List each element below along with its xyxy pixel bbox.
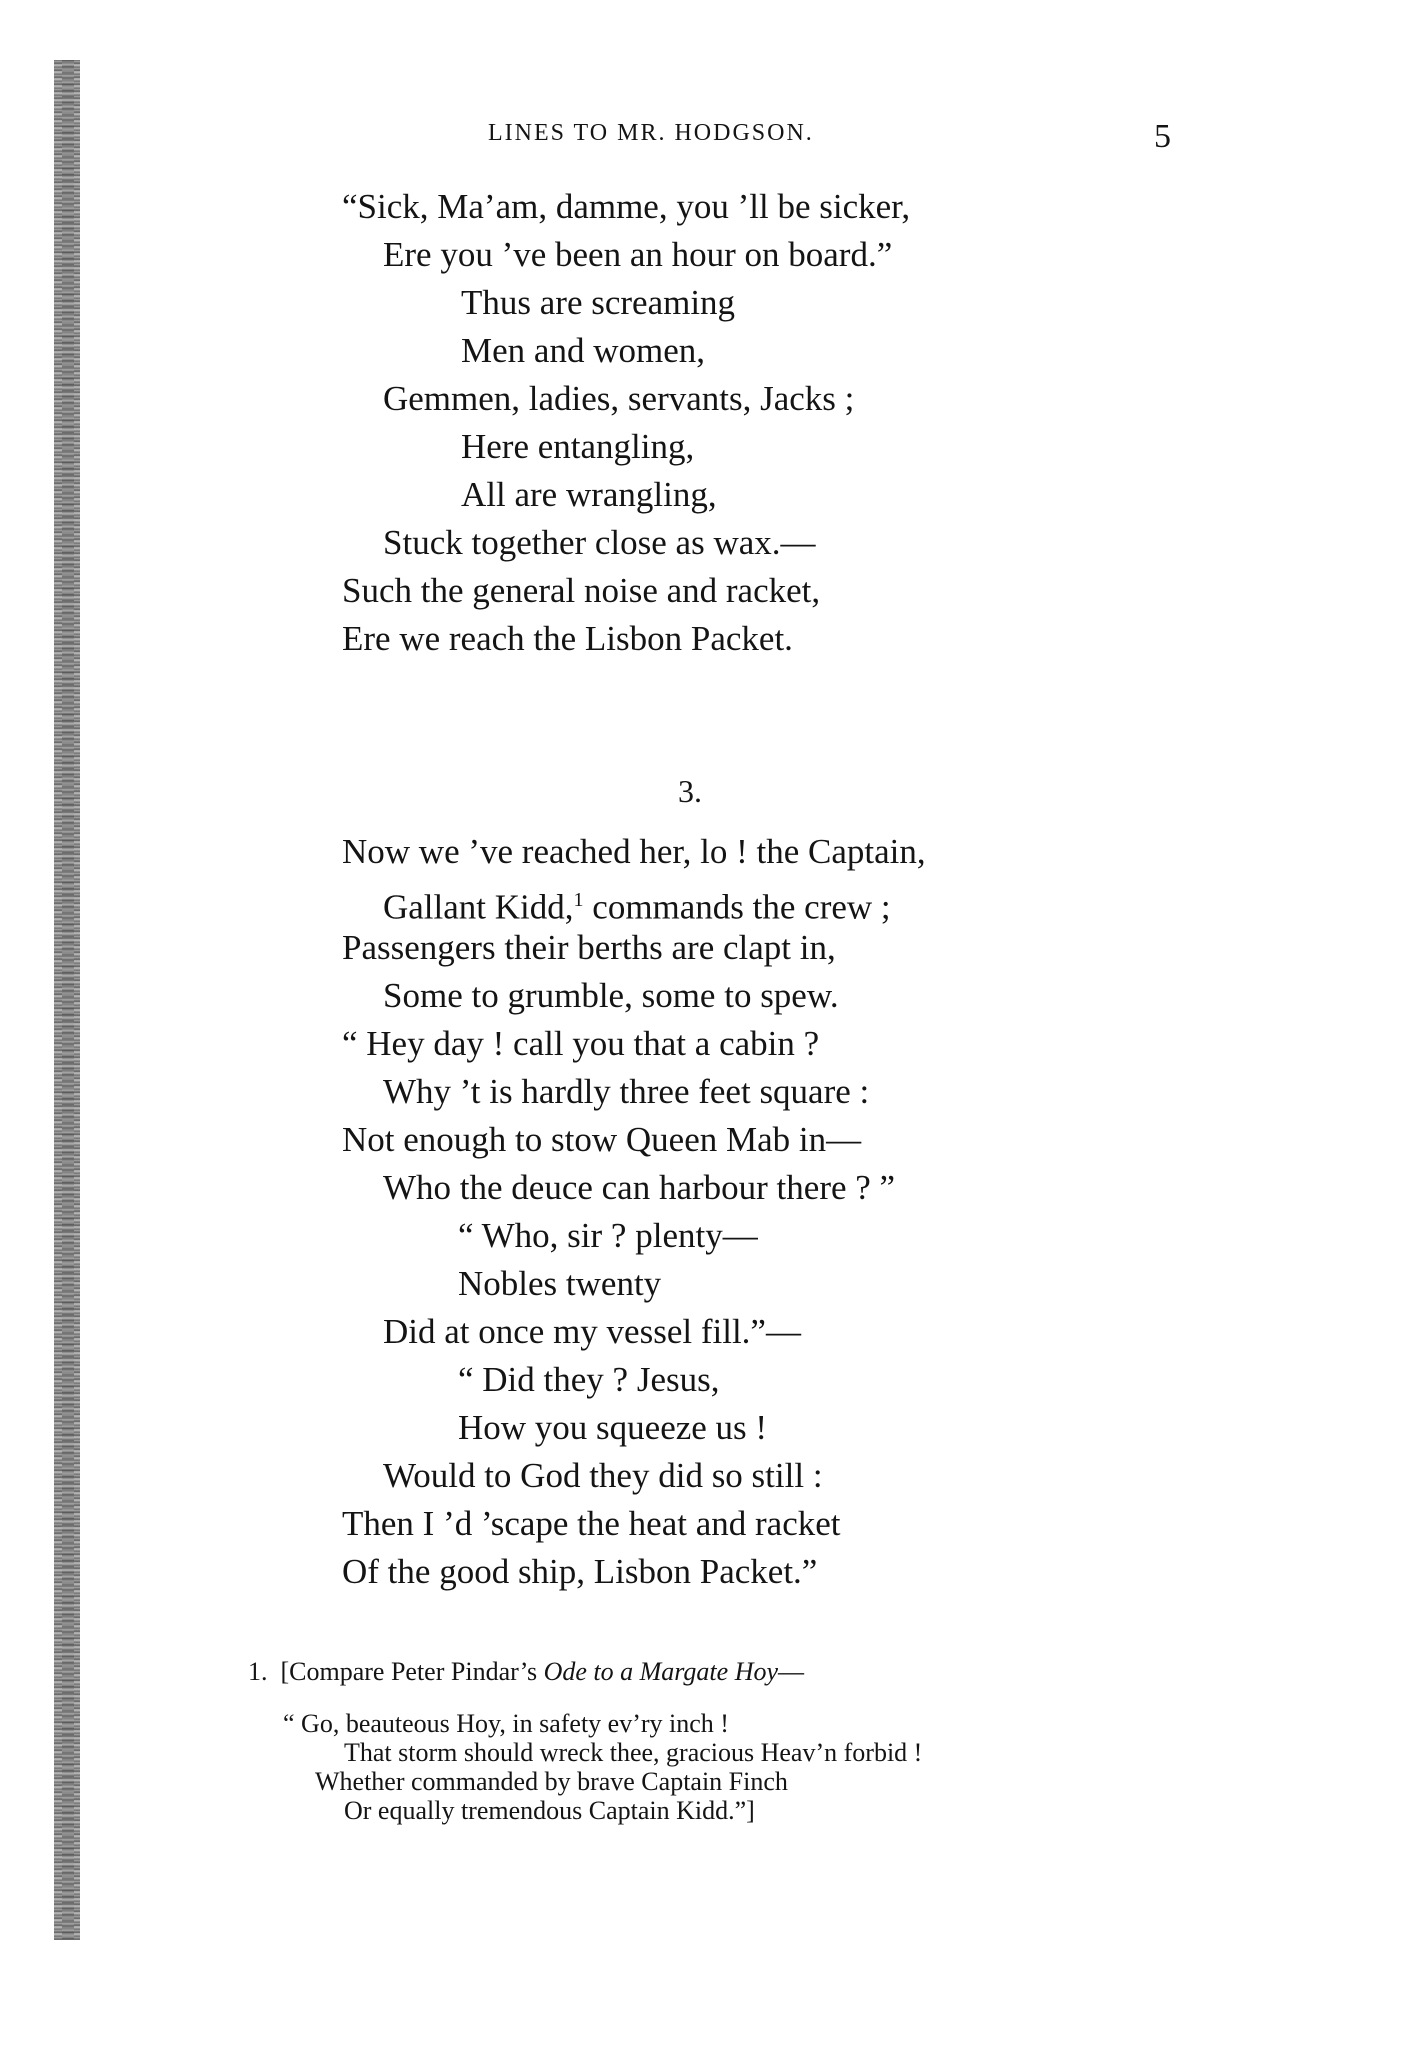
verse-line: Of the good ship, Lisbon Packet.”	[342, 1552, 818, 1591]
footnote	[248, 1657, 804, 1687]
verse-line: Such the general noise and racket,	[342, 571, 821, 610]
verse-line: “ Who, sir ? plenty—	[458, 1216, 758, 1255]
verse-line: “ Did they ? Jesus,	[458, 1360, 720, 1399]
verse-text: Gallant Kidd,	[383, 887, 574, 927]
verse-line: Did at once my vessel fill.”—	[383, 1312, 801, 1351]
verse-line: Gemmen, ladies, servants, Jacks ;	[383, 379, 855, 418]
verse-text: commands the crew ;	[583, 887, 891, 927]
footnote-quote-line: Whether commanded by brave Captain Finch	[315, 1767, 788, 1796]
footnote-title: Ode to a Margate Hoy	[543, 1657, 779, 1686]
running-head: LINES TO MR. HODGSON.	[488, 120, 814, 146]
verse-line: Passengers their berths are clapt in,	[342, 928, 836, 967]
verse-line: Some to grumble, some to spew.	[383, 976, 839, 1015]
verse-line: Nobles twenty	[458, 1264, 662, 1303]
verse-line: Thus are screaming	[461, 283, 736, 322]
verse-line	[383, 880, 891, 928]
verse-line: Then I ’d ’scape the heat and racket	[342, 1504, 841, 1543]
stanza-number: 3.	[678, 773, 702, 809]
verse-line: Now we ’ve reached her, lo ! the Captain,	[342, 832, 926, 871]
footnote-marker: 1.	[248, 1657, 268, 1686]
verse-line: Would to God they did so still :	[383, 1456, 823, 1495]
footnote-reference: 1	[573, 889, 584, 911]
verse-line: Here entangling,	[461, 427, 695, 466]
verse-line: Who the deuce can harbour there ? ”	[383, 1168, 896, 1207]
verse-line: How you squeeze us !	[458, 1408, 768, 1447]
footnote-intro: [Compare Peter Pindar’s	[280, 1657, 544, 1686]
verse-line: Men and women,	[461, 331, 705, 370]
verse-line: All are wrangling,	[461, 475, 717, 514]
verse-line: Not enough to stow Queen Mab in—	[342, 1120, 862, 1159]
footnote-quote-line: “ Go, beauteous Hoy, in safety ev’ry inch !	[283, 1709, 729, 1738]
verse-line: “Sick, Ma’am, damme, you ’ll be sicker,	[342, 187, 911, 226]
verse-line: Why ’t is hardly three feet square :	[383, 1072, 870, 1111]
verse-line: Stuck together close as wax.—	[383, 523, 816, 562]
book-spine-shadow	[54, 60, 80, 1940]
verse-line: Ere you ’ve been an hour on board.”	[383, 235, 893, 274]
footnote-dash: —	[778, 1657, 805, 1686]
verse-line: “ Hey day ! call you that a cabin ?	[342, 1024, 820, 1063]
page-number: 5	[1154, 118, 1171, 155]
footnote-quote-line: Or equally tremendous Captain Kidd.”]	[344, 1796, 755, 1825]
footnote-quote-line: That storm should wreck thee, gracious Heav’n forbid !	[344, 1738, 923, 1767]
verse-line: Ere we reach the Lisbon Packet.	[342, 619, 793, 658]
